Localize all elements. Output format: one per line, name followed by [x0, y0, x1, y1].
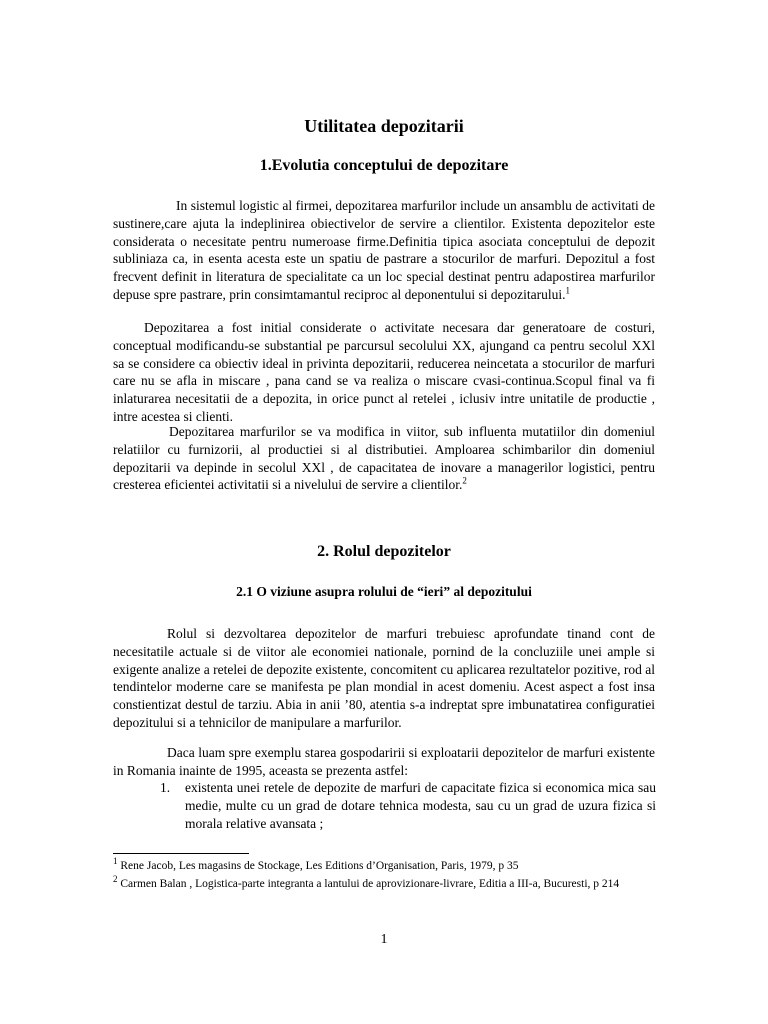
footnote-separator	[113, 853, 249, 854]
paragraph-2: Depozitarea a fost initial considerate o activitate necesara dar generatoare de costuri, conceptual modificandu-se substantial pe parcursul secolului XX, ajungand ca pentru secolul XXl sa se considere ca obiectiv ideal in privinta depozitarii, reducerea neincetata a stocurilor de marfuri care nu se afla in miscare , pana cand se va realiza o miscare cvasi-continua.Scopul final va fi inlaturarea necesitatii de a depozita, in orice punct al retelei , iclusiv intre unitatile de productie , intre acestea si clienti.	[113, 320, 655, 424]
list-item	[160, 779, 656, 832]
page-number: 1	[380, 932, 388, 947]
list-item-number: 1.	[160, 780, 171, 795]
footnote-1-number: 1	[113, 856, 118, 867]
paragraph-3	[113, 423, 655, 494]
subsection-2-1-heading: 2.1 O viziune asupra rolului de “ieri” al depozitului	[236, 584, 532, 599]
list-item-text: existenta unei retele de depozite de marfuri de capacitate fizica si economica mica sau medie, multe cu un grad de dotare tehnica modesta, sau cu un grad de uzura fizica si morala relative avansata ;	[185, 780, 656, 831]
footnote-1-text: Rene Jacob, Les magasins de Stockage, Les Editions d’Organisation, Paris, 1979, p 35	[120, 860, 519, 872]
paragraph-3-text: Depozitarea marfurilor se va modifica in viitor, sub influenta mutatiilor din domeniul relatiilor cu furnizorii, al productiei si al distributiei. Amploarea schimbarilor din domeniul depozitarii va depinde in secolul XXl , de capacitatea de inovare a managerilor logistici, pentru cresterea eficientei activitatii si a nivelului de servire a clientilor.	[113, 424, 655, 493]
footnote-ref-1: 1	[565, 285, 570, 296]
paragraph-1-text: In sistemul logistic al firmei, depozitarea marfurilor include un ansamblu de activitati de sustinere,care ajuta la indeplinirea obiectivelor de servire a clientilor. Existenta depozitelor este considerata o necesitate pentru numeroase firme.Definitia tipica asociata conceptului de depozit subliniaza ca, in esenta acesta este un spatiu de pastrare a stocurilor de marfuri. Depozitul a fost frecvent definit in literatura de specialitate ca un loc special destinat pentru adapostirea marfurilor depuse spre pastrare, prin consimtamantul reciproc al deponentului si depozitarului.	[113, 198, 655, 302]
footnote-ref-2: 2	[462, 475, 467, 486]
footnote-1	[113, 858, 658, 874]
paragraph-4: Rolul si dezvoltarea depozitelor de marfuri trebuiesc aprofundate tinand cont de necesitatile actuale si de viitor ale economiei nationale, pornind de la concluziile unei ample si exigente analize a retelei de depozite existente, concomitent cu aplicarea rezultatelor pozitive, rod al tendintelor moderne care se manifesta pe plan mondial in acest domeniu. Acest aspect a fost insa constientizat destul de tarziu. Abia in anii ’80, atentia s-a indreptat spre imbunatatirea configuratiei depozitului si a tehnicilor de manipulare a marfurilor.	[113, 626, 655, 730]
section-1-heading: 1.Evolutia conceptului de depozitare	[259, 157, 509, 174]
footnote-2-number: 2	[113, 874, 118, 885]
document-title: Utilitatea depozitarii	[304, 116, 464, 136]
footnote-2-text: Carmen Balan , Logistica-parte integranta a lantului de aprovizionare-livrare, Editia a III-a, Bucuresti, p 214	[120, 878, 620, 890]
footnote-2	[113, 876, 658, 892]
paragraph-5: Daca luam spre exemplu starea gospodaririi si exploatarii depozitelor de marfuri existente in Romania inainte de 1995, aceasta se prezenta astfel:	[113, 745, 655, 778]
section-2-heading: 2. Rolul depozitelor	[317, 543, 451, 560]
paragraph-1	[113, 197, 655, 304]
